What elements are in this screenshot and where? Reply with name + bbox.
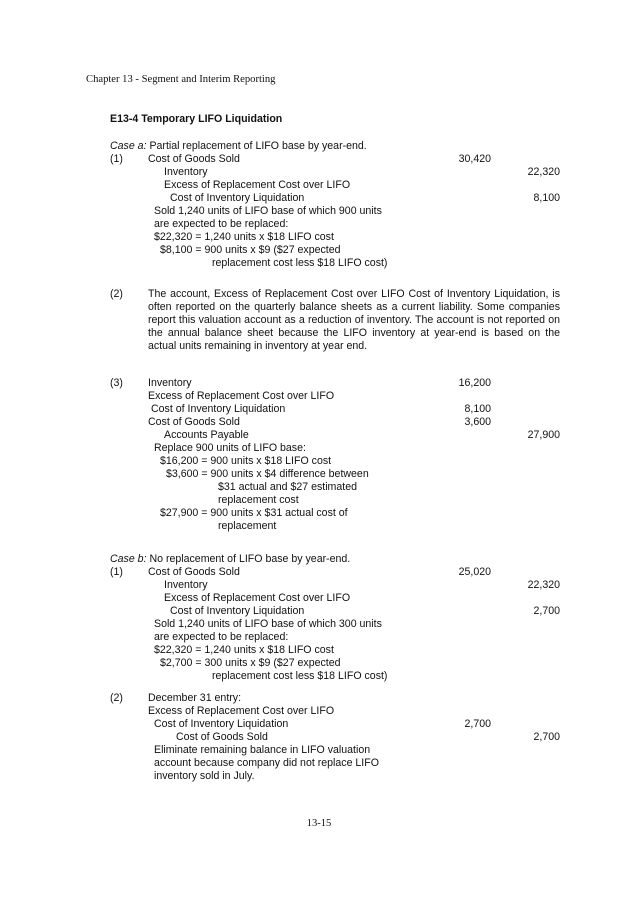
- entry-line: $16,200 = 900 units x $18 LIFO cost: [160, 455, 332, 467]
- entry-line: account because company did not replace LIFO: [154, 757, 379, 769]
- entry-line: $8,100 = 900 units x $9 ($27 expected: [160, 244, 341, 256]
- explanation-paragraph: The account, Excess of Replacement Cost over LIFO Cost of Inventory Liquidation, is often reported on the quarterly balance sheets as a current liability. Some companies report this valuation account as a reduction of inventory. The account is not reported on the annual balance sheet because the LIFO inventory at year-end is based on the actual units remaining in inventory at year end.: [148, 288, 560, 353]
- entry-line: $31 actual and $27 estimated: [218, 481, 357, 493]
- debit-amount: 2,700: [464, 718, 491, 730]
- entry-line: $27,900 = 900 units x $31 actual cost of: [160, 507, 348, 519]
- case-b-item1-number: (1): [110, 566, 123, 578]
- entry-line: Cost of Inventory Liquidation: [170, 192, 305, 204]
- case-b-desc: No replacement of LIFO base by year-end.: [146, 553, 351, 565]
- case-a-desc: Partial replacement of LIFO base by year-end.: [146, 140, 367, 152]
- entry-line: replacement cost less $18 LIFO cost): [212, 257, 388, 269]
- entry-line: Inventory: [164, 579, 208, 591]
- entry-line: $2,700 = 300 units x $9 ($27 expected: [160, 657, 341, 669]
- entry-line: Excess of Replacement Cost over LIFO: [148, 705, 335, 717]
- entry-line: Cost of Inventory Liquidation: [151, 403, 286, 415]
- entry-line: $22,320 = 1,240 units x $18 LIFO cost: [154, 231, 334, 243]
- entry-line: December 31 entry:: [148, 692, 242, 704]
- page-number: 13-15: [306, 818, 332, 829]
- entry-line: replacement cost less $18 LIFO cost): [212, 670, 388, 682]
- debit-amount: 16,200: [458, 377, 491, 389]
- case-a-item2-number: (2): [110, 288, 123, 300]
- credit-amount: 8,100: [533, 192, 560, 204]
- entry-line: Sold 1,240 units of LIFO base of which 300 units: [154, 618, 382, 630]
- entry-line: Sold 1,240 units of LIFO base of which 900 units: [154, 205, 382, 217]
- exercise-title: E13-4 Temporary LIFO Liquidation: [110, 113, 283, 125]
- entry-line: Inventory: [148, 377, 192, 389]
- entry-line: are expected to be replaced:: [154, 631, 289, 643]
- case-a-item1-number: (1): [110, 153, 123, 165]
- case-a-heading: [110, 140, 367, 153]
- case-b-item2-number: (2): [110, 692, 123, 704]
- credit-amount: 2,700: [533, 731, 560, 743]
- entry-line: Cost of Inventory Liquidation: [154, 718, 289, 730]
- credit-amount: 27,900: [527, 429, 560, 441]
- entry-line: Replace 900 units of LIFO base:: [154, 442, 306, 454]
- case-b-label: Case b:: [110, 553, 147, 565]
- entry-line: inventory sold in July.: [154, 770, 255, 782]
- entry-line: Excess of Replacement Cost over LIFO: [164, 179, 351, 191]
- entry-line: Eliminate remaining balance in LIFO valuation: [154, 744, 371, 756]
- case-a-item3-number: (3): [110, 377, 123, 389]
- entry-line: Cost of Goods Sold: [148, 153, 240, 165]
- debit-amount: 25,020: [458, 566, 491, 578]
- case-b-heading: [110, 553, 350, 566]
- entry-line: Cost of Goods Sold: [176, 731, 268, 743]
- entry-line: Excess of Replacement Cost over LIFO: [164, 592, 351, 604]
- entry-line: Excess of Replacement Cost over LIFO: [148, 390, 335, 402]
- entry-line: $3,600 = 900 units x $4 difference between: [166, 468, 369, 480]
- case-a-label: Case a:: [110, 140, 147, 152]
- debit-amount: 30,420: [458, 153, 491, 165]
- entry-line: Cost of Inventory Liquidation: [170, 605, 305, 617]
- entry-line: are expected to be replaced:: [154, 218, 289, 230]
- credit-amount: 22,320: [527, 166, 560, 178]
- debit-amount: 3,600: [464, 416, 491, 428]
- entry-line: $22,320 = 1,240 units x $18 LIFO cost: [154, 644, 334, 656]
- chapter-header: Chapter 13 - Segment and Interim Reporting: [86, 74, 276, 85]
- entry-line: Inventory: [164, 166, 208, 178]
- debit-amount: 8,100: [464, 403, 491, 415]
- entry-line: Accounts Payable: [164, 429, 249, 441]
- entry-line: replacement cost: [218, 494, 299, 506]
- entry-line: Cost of Goods Sold: [148, 416, 240, 428]
- entry-line: Cost of Goods Sold: [148, 566, 240, 578]
- entry-line: replacement: [218, 520, 277, 532]
- credit-amount: 2,700: [533, 605, 560, 617]
- credit-amount: 22,320: [527, 579, 560, 591]
